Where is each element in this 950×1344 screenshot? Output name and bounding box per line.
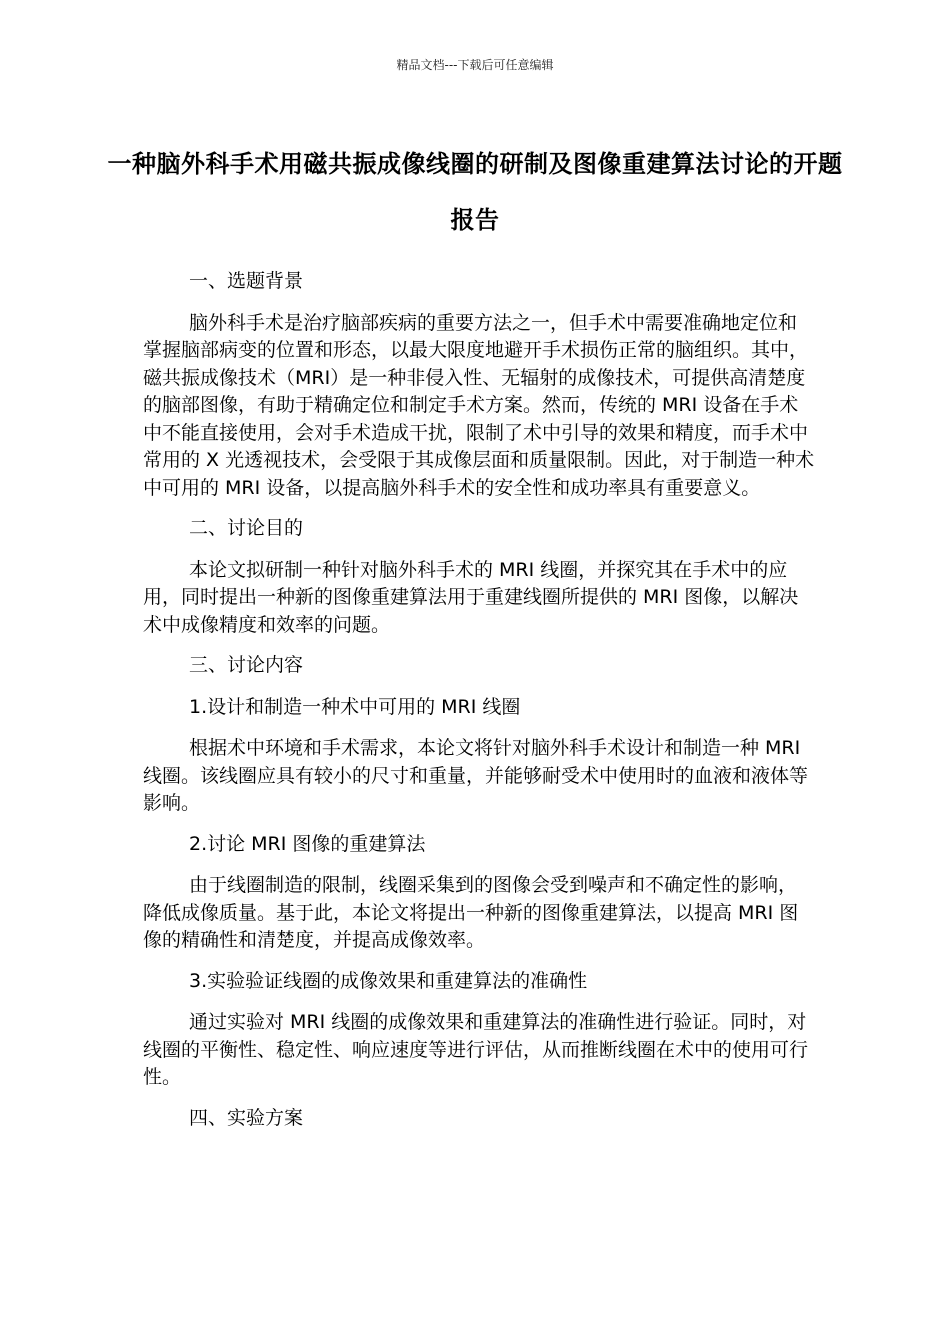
subsection-reconstruction (143, 831, 815, 955)
section-heading: 四、实验方案 (189, 1106, 304, 1129)
document-title: 一种脑外科手术用磁共振成像线圈的研制及图像重建算法讨论的开题报告 (107, 150, 843, 234)
subsection-validation (143, 968, 815, 1092)
body-paragraph: 脑外科手术是治疗脑部疾病的重要方法之一，但手术中需要准确地定位和掌握脑部病变的位置和形态，以最大限度地避开手术损伤正常的脑组织。其中，磁共振成像技术（MRI）是一种非侵入性、无辐射的成像技术，可提供高清楚度的脑部图像，有助于精确定位和制定手术方案。然而，传统的 MRI 设备在手术中不能直接使用，会对手术造成干扰，限制了术中引导的效果和精度，而手术中常用的 X 光透视技术，会受限于其成像层面和质量限制。因此，对于制造一种术中可用的 MRI 设备，以提高脑外科手术的安全性和成功率具有重要意义。 (143, 311, 815, 499)
section-experiment-plan (143, 1105, 815, 1133)
section-heading: 三、讨论内容 (189, 654, 304, 676)
document-body (143, 268, 815, 1146)
subsection-coil-design (143, 694, 815, 818)
section-content (143, 652, 815, 680)
section-heading: 二、讨论目的 (189, 517, 304, 539)
body-paragraph: 根据术中环境和手术需求，本论文将针对脑外科手术设计和制造一种 MRI 线圈。该线圈应具有较小的尺寸和重量，并能够耐受术中使用时的血液和液体等影响。 (143, 737, 809, 814)
section-background (143, 268, 815, 502)
subsection-heading: 2.讨论 MRI 图像的重建算法 (189, 832, 426, 855)
subsection-heading: 1.设计和制造一种术中可用的 MRI 线圈 (189, 695, 521, 718)
section-heading: 一、选题背景 (189, 270, 304, 292)
body-paragraph: 本论文拟研制一种针对脑外科手术的 MRI 线圈，并探究其在手术中的应用，同时提出一种新的图像重建算法用于重建线圈所提供的 MRI 图像，以解决术中成像精度和效率的问题。 (143, 558, 799, 636)
subsection-heading: 3.实验验证线圈的成像效果和重建算法的准确性 (189, 969, 588, 992)
body-paragraph: 由于线圈制造的限制，线圈采集到的图像会受到噪声和不确定性的影响，降低成像质量。基于此，本论文将提出一种新的图像重建算法，以提高 MRI 图像的精确性和清楚度，并提高成像效率。 (143, 874, 799, 951)
section-purpose (143, 515, 815, 639)
body-paragraph: 通过实验对 MRI 线圈的成像效果和重建算法的准确性进行验证。同时，对线圈的平衡性、稳定性、响应速度等进行评估，从而推断线圈在术中的使用可行性。 (143, 1011, 809, 1088)
page-header-note: 精品文档---下载后可任意编辑 (396, 58, 554, 72)
